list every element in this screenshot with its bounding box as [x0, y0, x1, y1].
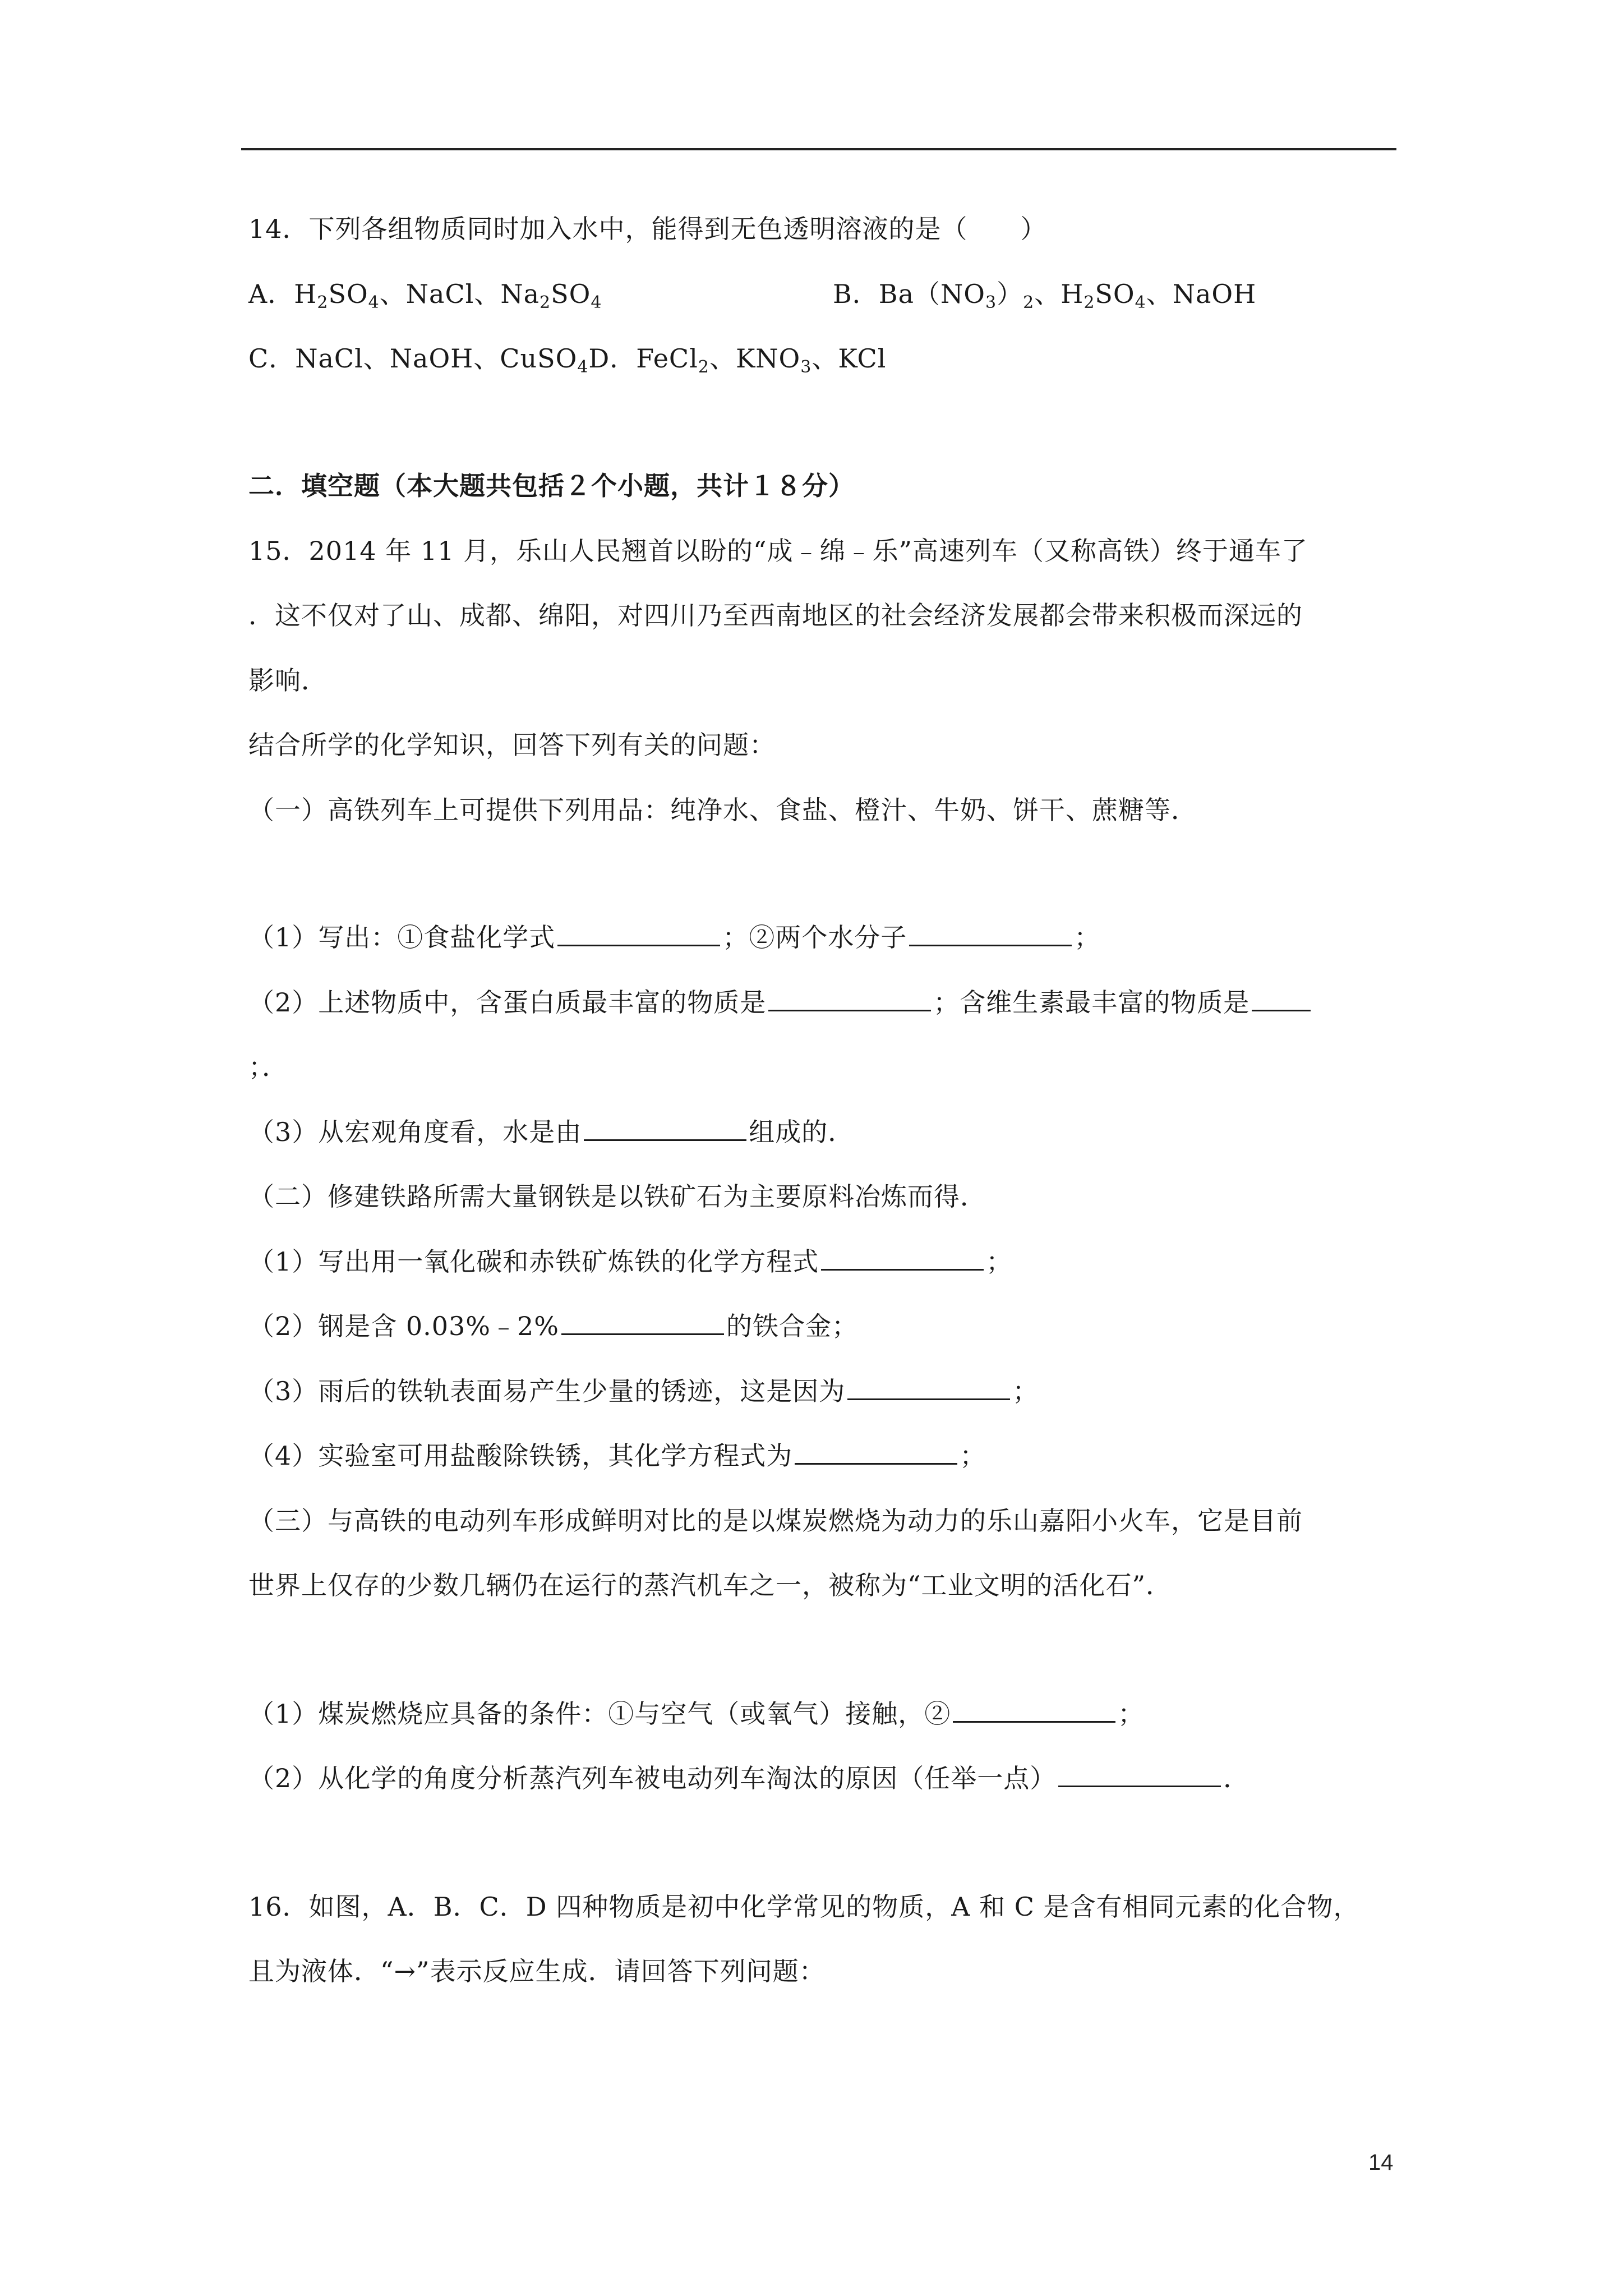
- q15-instruction: 结合所学的化学知识，回答下列有关的问题：: [248, 730, 776, 760]
- answer-blank[interactable]: [584, 1136, 746, 1141]
- answer-blank[interactable]: [557, 941, 720, 946]
- header-rule: [241, 148, 1396, 150]
- q14-options-c-d: [248, 342, 886, 375]
- answer-blank[interactable]: [1058, 1782, 1221, 1787]
- q16-stem-line-2: 且为液体．“→”表示反应生成．请回答下列问题：: [248, 1956, 826, 1986]
- q14-stem: 14．下列各组物质同时加入水中，能得到无色透明溶液的是（ ）: [248, 214, 1047, 244]
- q15-part2-item1: （1）写出用一氧化碳和赤铁矿炼铁的化学方程式 ；: [248, 1246, 1013, 1277]
- page-number: 14: [1368, 2150, 1394, 2175]
- answer-blank[interactable]: [768, 1006, 931, 1011]
- q15-part3-line-2: 世界上仅存的少数几辆仍在运行的蒸汽机车之一，被称为“工业文明的活化石”．: [248, 1570, 1173, 1600]
- answer-blank[interactable]: [1252, 1006, 1311, 1011]
- answer-blank[interactable]: [821, 1266, 984, 1271]
- q15-part2-item2: （2）钢是含 0.03%﹣2% 的铁合金；: [248, 1311, 858, 1341]
- answer-blank[interactable]: [795, 1460, 957, 1465]
- q14-option-a: A．$H_2SO_4$、NaCl、$Na_2SO_4$: [248, 279, 602, 312]
- q15-part2-item3: （3）雨后的铁轨表面易产生少量的锈迹，这是因为 ；: [248, 1376, 1039, 1406]
- q15-part3-line-1: （三）与高铁的电动列车形成鲜明对比的是以煤炭燃烧为动力的乐山嘉阳小火车，它是目前: [248, 1506, 1303, 1536]
- q14-option-b: B．$Ba(NO_3)_2$、$H_2SO_4$、NaOH: [833, 279, 1257, 312]
- q16-stem-line-1: 16．如图，A．B．C．D 四种物质是初中化学常见的物质，A 和 C 是含有相同元素的化合物，: [248, 1892, 1360, 1922]
- q15-part3-item1: （1）煤炭燃烧应具备的条件：①与空气（或氧气）接触，② ；: [248, 1699, 1145, 1729]
- q15-part2-item4: （4）实验室可用盐酸除铁锈，其化学方程式为 ；: [248, 1441, 986, 1471]
- q14-option-c: C．NaCl、NaOH、CuSO$_4$: [248, 343, 589, 377]
- q15-part1-item2: （2）上述物质中，含蛋白质最丰富的物质是 ；含维生素最丰富的物质是: [248, 986, 1313, 1019]
- section-heading: 二．填空题（本大题共包括２个小题，共计１８分）: [248, 471, 855, 501]
- q15-part1-title: （一）高铁列车上可提供下列用品：纯净水、食盐、橙汁、牛奶、饼干、蔗糖等．: [248, 795, 1197, 825]
- q15-stem-line-2: ．这不仅对了山、成都、绵阳，对四川乃至西南地区的社会经济发展都会带来积极而深远的: [248, 600, 1303, 631]
- answer-blank[interactable]: [909, 941, 1072, 946]
- q15-part1-item1: （1）写出：①食盐化学式 ；②两个水分子 ；: [248, 922, 1101, 953]
- q15-stem-line-1: 15．2014 年 11 月，乐山人民翘首以盼的“成﹣绵﹣乐”高速列车（又称高铁）终于通车了: [248, 536, 1308, 566]
- q14-option-d: D．FeCl$_2$、$KNO_3$、KCl: [588, 343, 887, 377]
- answer-blank[interactable]: [847, 1395, 1010, 1400]
- q15-part1-item2-cont: ；．: [248, 1052, 288, 1082]
- q15-part3-item2: （2）从化学的角度分析蒸汽列车被电动列车淘汰的原因（任举一点） ．: [248, 1763, 1250, 1793]
- q15-part2-title: （二）修建铁路所需大量钢铁是以铁矿石为主要原料冶炼而得．: [248, 1181, 986, 1212]
- q15-part1-item3: （3）从宏观角度看，水是由 组成的．: [248, 1117, 855, 1147]
- answer-blank[interactable]: [561, 1330, 724, 1335]
- q15-stem-line-3: 影响．: [248, 665, 328, 696]
- answer-blank[interactable]: [953, 1718, 1115, 1723]
